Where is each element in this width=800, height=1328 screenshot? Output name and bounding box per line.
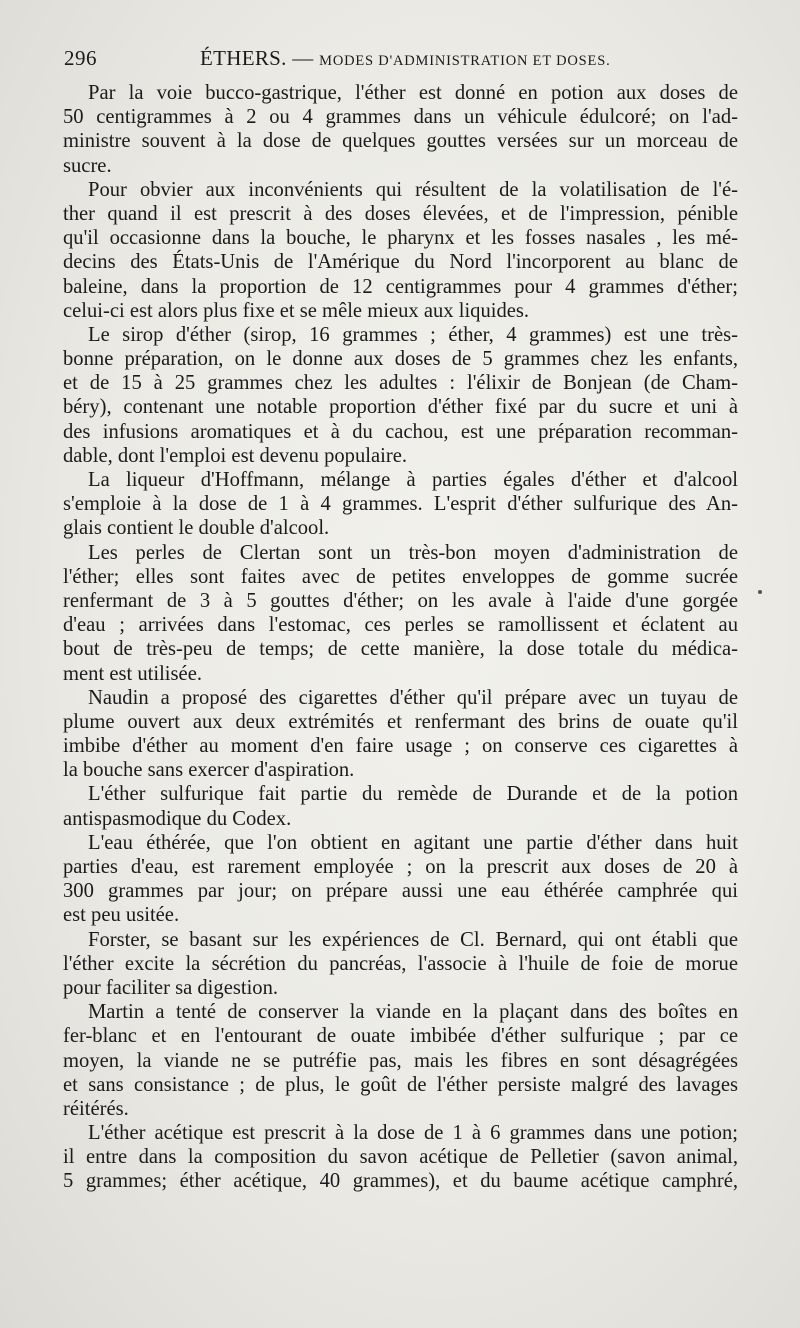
body-text: [63, 81, 738, 1194]
text-line: pour faciliter sa digestion.: [63, 976, 279, 999]
text-line: celui-ci est alors plus fixe et se mêle mieux aux liquides.: [63, 299, 530, 322]
paragraph: [63, 178, 738, 323]
paragraph: [63, 686, 738, 783]
text-line: baleine, dans la proportion de 12 centigrammes pour 4 grammes d'éther;: [63, 275, 738, 298]
text-line: Martin a tenté de conserver la viande en la plaçant dans des boîtes en: [88, 1001, 738, 1024]
text-line: est peu usitée.: [63, 904, 180, 927]
text-line: glais contient le double d'alcool.: [63, 517, 330, 540]
paragraph: [63, 468, 738, 541]
running-title-sub: MODES D'ADMINISTRATION ET DOSES.: [319, 53, 611, 69]
running-title-dash: —: [292, 46, 314, 70]
text-line: 300 grammes par jour; on prépare aussi une eau éthérée camphrée qui: [63, 880, 738, 903]
text-line: et sans consistance ; de plus, le goût de l'éther persiste malgré des lavages: [63, 1073, 738, 1096]
page-header: [58, 44, 748, 72]
paragraph: [63, 831, 738, 928]
text-line: s'emploie à la dose de 1 à 4 grammes. L'esprit d'éther sulfurique des An-: [63, 493, 738, 516]
text-line: 50 centigrammes à 2 ou 4 grammes dans un véhicule édulcoré; on l'ad-: [63, 106, 738, 129]
text-line: des infusions aromatiques et à du cachou, est une préparation recomman-: [63, 420, 738, 443]
text-line: ministre souvent à la dose de quelques gouttes versées sur un morceau de: [63, 130, 738, 153]
text-line: et de 15 à 25 grammes chez les adultes : l'élixir de Bonjean (de Cham-: [63, 372, 738, 395]
text-line: L'eau éthérée, que l'on obtient en agitant une partie d'éther dans huit: [88, 831, 738, 854]
text-line: l'éther excite la sécrétion du pancréas, l'associe à l'huile de foie de morue: [63, 952, 738, 975]
page-number: 296: [64, 46, 97, 70]
text-line: decins des États-Unis de l'Amérique du Nord l'incorporent au blanc de: [63, 251, 738, 274]
text-line: parties d'eau, est rarement employée ; on la prescrit aux doses de 20 à: [63, 856, 738, 878]
text-line: antispasmodique du Codex.: [63, 807, 292, 830]
text-line: réitérés.: [63, 1097, 129, 1120]
paragraph: [63, 928, 738, 1001]
text-line: ther quand il est prescrit à des doses élevées, et de l'impression, pénible: [63, 202, 738, 225]
text-line: bout de très-peu de temps; de cette manière, la dose totale du médica-: [63, 638, 738, 661]
text-line: qu'il occasionne dans la bouche, le pharynx et les fosses nasales , les mé-: [63, 227, 738, 250]
paragraph: [63, 541, 738, 686]
text-line: bonne préparation, on le donne aux doses de 5 grammes chez les enfants,: [63, 348, 738, 371]
text-line: béry), contenant une notable proportion d'éther fixé par du sucre et uni à: [63, 396, 738, 419]
text-line: Le sirop d'éther (sirop, 16 grammes ; éther, 4 grammes) est une très-: [88, 323, 738, 346]
text-line: la bouche sans exercer d'aspiration.: [63, 759, 355, 782]
text-line: ment est utilisée.: [63, 662, 202, 685]
text-line: sucre.: [63, 154, 112, 177]
text-line: L'éther sulfurique fait partie du remède de Durande et de la potion: [88, 783, 738, 806]
paragraph: [63, 782, 738, 830]
running-title: [200, 46, 611, 71]
paragraph: [63, 1000, 738, 1121]
text-line: dable, dont l'emploi est devenu populaire.: [63, 444, 407, 467]
text-line: fer-blanc et en l'entourant de ouate imbibée d'éther sulfurique ; par ce: [63, 1025, 738, 1048]
paragraph: [63, 81, 738, 178]
text-line: Par la voie bucco-gastrique, l'éther est donné en potion aux doses de: [88, 82, 738, 104]
text-line: Pour obvier aux inconvénients qui résultent de la volatilisation de l'é-: [88, 178, 738, 201]
paragraph: [63, 323, 738, 468]
running-title-main: ÉTHERS.: [200, 46, 287, 70]
text-line: La liqueur d'Hoffmann, mélange à parties égales d'éther et d'alcool: [88, 469, 738, 491]
text-line: Les perles de Clertan sont un très-bon moyen d'administration de: [88, 541, 738, 564]
text-line: L'éther acétique est prescrit à la dose de 1 à 6 grammes dans une potion;: [88, 1122, 738, 1145]
paragraph: [63, 1121, 738, 1194]
text-line: d'eau ; arrivées dans l'estomac, ces perles se ramollissent et éclatent au: [63, 614, 738, 637]
text-line: imbibe d'éther au moment d'en faire usage ; on conserve ces cigarettes à: [63, 735, 738, 758]
text-line: il entre dans la composition du savon acétique de Pelletier (savon animal,: [63, 1146, 738, 1169]
print-speck: [758, 590, 762, 594]
text-line: plume ouvert aux deux extrémités et renfermant des brins de ouate qu'il: [63, 710, 738, 733]
text-line: moyen, la viande ne se putréfie pas, mais les fibres en sont désagrégées: [63, 1049, 738, 1072]
text-line: Naudin a proposé des cigarettes d'éther qu'il prépare avec un tuyau de: [88, 686, 738, 709]
text-line: 5 grammes; éther acétique, 40 grammes), et du baume acétique camphré,: [63, 1170, 738, 1193]
text-line: Forster, se basant sur les expériences de Cl. Bernard, qui ont établi que: [88, 928, 738, 951]
text-line: l'éther; elles sont faites avec de petites enveloppes de gomme sucrée: [63, 565, 738, 588]
text-line: renfermant de 3 à 5 gouttes d'éther; on les avale à l'aide d'une gorgée: [63, 589, 738, 612]
